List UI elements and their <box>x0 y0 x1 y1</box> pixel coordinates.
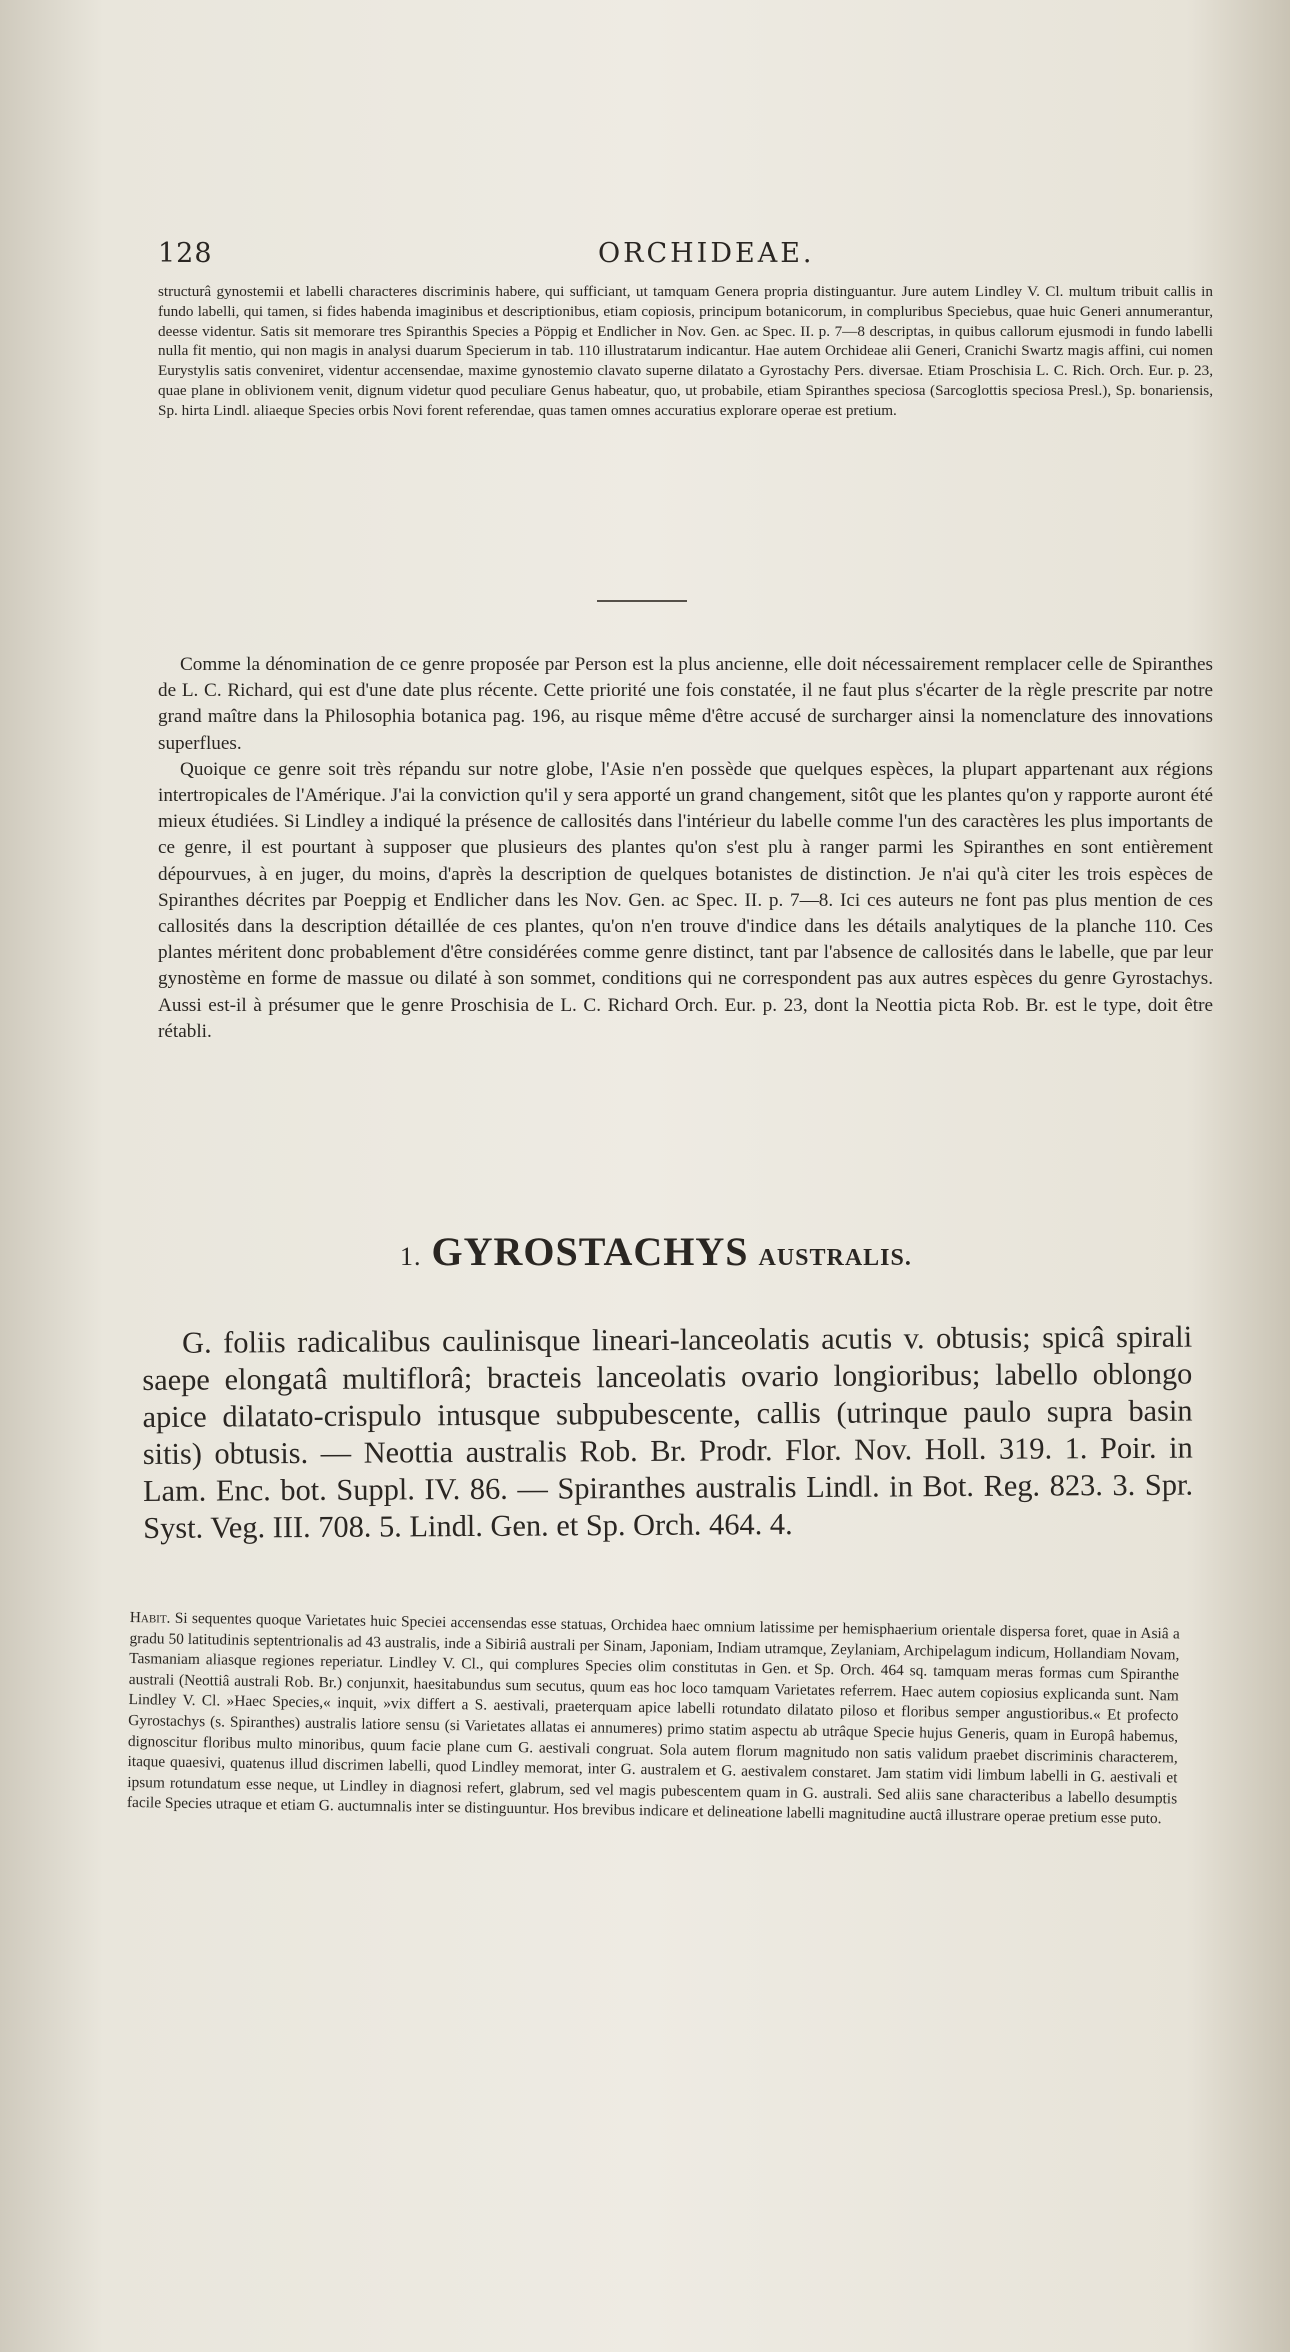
latin-intro-paragraph: structurâ gynostemii et labelli characteres discriminis habere, qui sufficiant, ut tamquam Genera propria distinguantur. Jure autem Lindley V. Cl. multum tribuit callis in fundo labelli, qui tamen, si fides habenda imaginibus et descriptionibus, etiam copiosis, principum botanicorum, in compluribus Speciebus, quae huic Generi annumerantur, deesse videntur. Satis sit memorare tres Spiranthis Species a Pöppig et Endlicher in Nov. Gen. ac Spec. II. p. 7—8 descriptas, in quibus callorum ejusmodi in fundo labelli nulla fit mentio, qui non magis in analysi duarum Specierum in tab. 110 illustratarum indicantur. Hae autem Orchideae alii Generi, Cranichi Swartz magis affini, cui nomen Eurystylis satis conveniret, videntur accensendae, maxime gynostemio clavato superne dilatato a Gyrostachy Pers. diversae. Etiam Proschisia L. C. Rich. Orch. Eur. p. 23, quae plane in oblivionem venit, dignum videtur quod peculiare Genus habeatur, quo, ut probabile, etiam Spiranthes speciosa (Sarcoglottis speciosa Presl.), Sp. bonariensis, Sp. hirta Lindl. aliaeque Species orbis Novi forent referendae, quas tamen omnes accuratius explorare operae est pretium. <box>158 283 1213 419</box>
french-notes <box>158 652 1213 1045</box>
page-number: 128 <box>158 238 213 269</box>
species-heading <box>400 1228 912 1275</box>
species-genus: GYROSTACHYS <box>431 1229 749 1274</box>
diagnosis-text: G. foliis radicalibus caulinisque lineari-lanceolatis acutis v. obtusis; spicâ spirali saepe elongatâ multiflorâ; bracteis lanceolatis ovario longioribus; labello oblongo apice dilatato-crispulo intusque subpubescente, callis (utrinque paulo supra basin sitis) obtusis. — Neottia australis Rob. Br. Prodr. Flor. Nov. Holl. 319. 1. Poir. in Lam. Enc. bot. Suppl. IV. 86. — Spiranthes australis Lindl. in Bot. Reg. 823. 3. Spr. Syst. Veg. III. 708. 5. Lindl. Gen. et Sp. Orch. 464. 4. <box>142 1319 1194 1545</box>
species-diagnosis <box>142 1319 1193 1547</box>
habitat-section <box>127 1608 1180 1830</box>
habitat-paragraph <box>127 1608 1180 1830</box>
section-divider <box>597 600 687 602</box>
habitat-label: Habit. <box>129 1608 171 1627</box>
running-head: ORCHIDEAE. <box>598 238 815 269</box>
french-paragraph-1: Comme la dénomination de ce genre proposée par Person est la plus ancienne, elle doit nécessairement remplacer celle de Spiranthes de L. C. Richard, qui est d'une date plus récente. Cette priorité une fois constatée, il ne faut plus s'écarter de la règle prescrite par notre grand maître dans la Philosophia botanica pag. 196, au risque même d'être accusé de surcharger ainsi la nomenclature des innovations superflues. <box>158 654 1213 754</box>
species-epithet: AUSTRALIS. <box>758 1245 912 1271</box>
french-paragraph-2: Quoique ce genre soit très répandu sur notre globe, l'Asie n'en possède que quelques espèces, la plupart appartenant aux régions intertropicales de l'Amérique. J'ai la conviction qu'il y sera apporté un grand changement, sitôt que les plantes qu'on y rapporte auront été mieux étudiées. Si Lindley a indiqué la présence de callosités dans l'intérieur du labelle comme l'un des caractères les plus importants de ce genre, il est pourtant à supposer que plusieurs des plantes qu'on s'est plu à ranger parmi les Spiranthes en sont entièrement dépourvues, à en juger, du moins, d'après la description de quelques botanistes de distinction. Je n'ai qu'à citer les trois espèces de Spiranthes décrites par Poeppig et Endlicher dans les Nov. Gen. ac Spec. II. p. 7—8. Ici ces auteurs ne font pas plus mention de ces callosités dans la description détaillée de ces plantes, qu'on n'en trouve d'indice dans les détails analytiques de la planche 110. Ces plantes méritent donc probablement d'être considérées comme genre distinct, tant par l'absence de callosités dans le labelle, que par leur gynostème en forme de massue ou dilaté à son sommet, conditions qui ne correspondent pas aux autres espèces du genre Gyrostachys. Aussi est-il à présumer que le genre Proschisia de L. C. Richard Orch. Eur. p. 23, dont la Neottia picta Rob. Br. est le type, doit être rétabli. <box>158 758 1213 1042</box>
species-number: 1. <box>400 1242 422 1271</box>
habitat-text: Si sequentes quoque Varietates huic Speciei accensendas esse statuas, Orchidea haec omnium latissime per hemisphaerium orientale dispersa foret, quae in Asiâ a gradu 50 latitudinis septentrionalis ad 43 australis, inde a Sibiriâ australi per Sinam, Japoniam, Indiam utramque, Zeylaniam, Archipelagum indicum, Hollandiam Novam, Tasmaniam aliasque regiones reperiatur. Lindley V. Cl., qui complures Species olim constitutas in Gen. et Sp. Orch. 464 sq. tamquam meras formas cum Spiranthe australi (Neottiâ australi Rob. Br.) conjunxit, haesitabundus sum secutus, quum eas hoc loco tamquam Varietates referrem. Haec autem copiosius explicanda sunt. Nam Lindley V. Cl. »Haec Species,« inquit, »vix differt a S. aestivali, praeterquam apice labelli rotundato dilatato piloso et floribus semper angustioribus.« Et profecto Gyrostachys (s. Spiranthes) australis latiore sensu (si Varietates allatas ei annumeres) primo statim aspectu ab utrâque Specie hujus Generis, quam in Europâ habemus, dignoscitur floribus multo minoribus, quum facie plane cum G. aestivali congruat. Sola autem florum magnitudo non satis validum praebet discriminis characterem, itaque quaesivi, quatenus illud discrimen labelli, quod Lindley memorat, inter G. australem et G. aestivalem constaret. Jam statim vidi limbum labelli in G. aestivali et ipsum rotundatum esse neque, ut Lindley in diagnosi refert, glabrum, sed vel magis pubescentem quam in G. australi. Sed aliis sane characteribus a labello desumptis facile Species utraque et etiam G. auctumnalis inter se distinguuntur. Hos brevibus indicare et delineatione labelli magnitudine auctâ illustrare operae pretium esse puto. <box>126 1609 1180 1828</box>
